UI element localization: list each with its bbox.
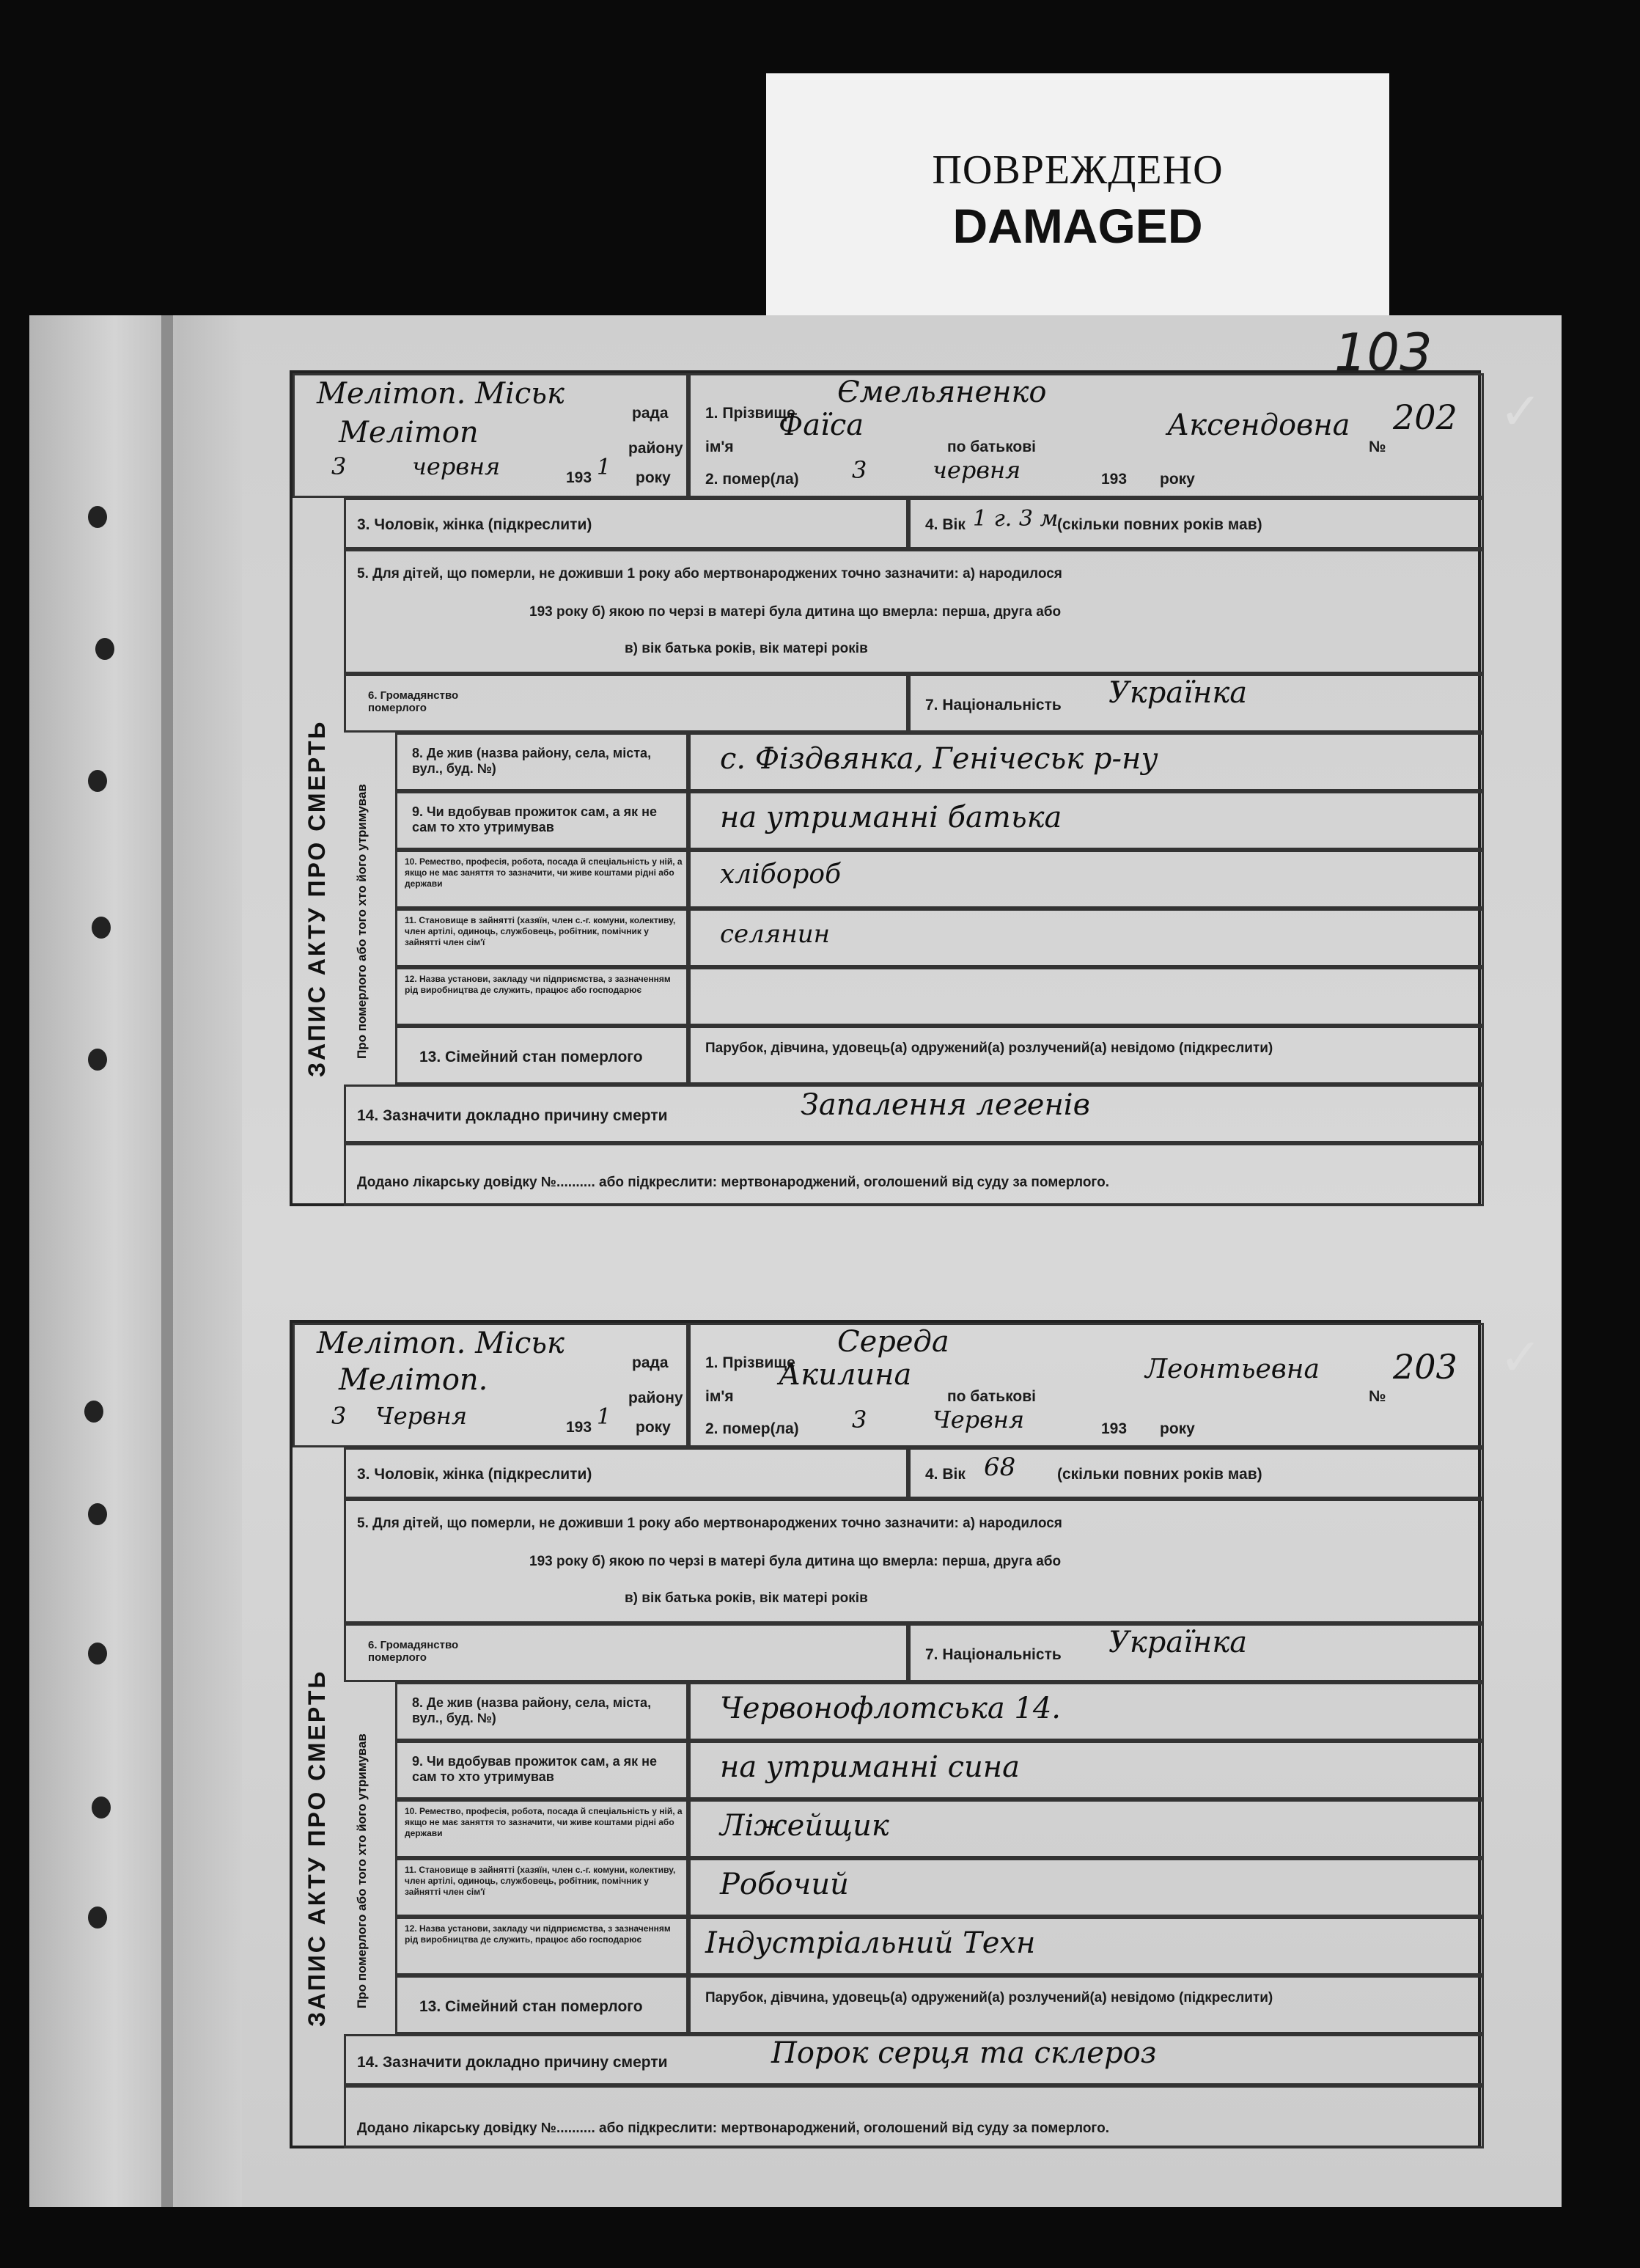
status-value-cell (688, 909, 1484, 967)
sex-label: 3. Чоловік, жінка (підкреслити) (357, 516, 592, 533)
children-line-3: в) вік батька років, вік матері років (625, 1590, 868, 1606)
children-cell (344, 549, 1484, 674)
nationality-label: 7. Національність (925, 1646, 1062, 1663)
children-cell (344, 1499, 1484, 1623)
footer-text: Додано лікарську довідку №.......... або підкреслити: мертвонароджений, оголошений від суду за померлого. (357, 2121, 1109, 2136)
age-cell (908, 498, 1484, 549)
institution-value: Індустріальний Техн (705, 1926, 1036, 1960)
sex-label: 3. Чоловік, жінка (підкреслити) (357, 1466, 592, 1483)
residence-value: с. Фіздвянка, Генічеськ р-ну (720, 742, 1158, 776)
children-line-3: в) вік батька років, вік матері років (625, 641, 868, 656)
binding-fold (161, 315, 173, 2207)
surname-value: Ємельяненко (837, 375, 1047, 409)
damaged-label-en: DAMAGED (952, 199, 1203, 253)
age-cell (908, 1447, 1484, 1499)
raionu-label: району (628, 1390, 683, 1406)
livelihood-label: 9. Чи вдобував прожиток сам, а як не сам то хто утримував (412, 1754, 658, 1784)
cause-cell (344, 2034, 1484, 2085)
page-number: 103 (1334, 323, 1433, 383)
registration-cell (293, 1323, 688, 1447)
status-label: 11. Становище в зайнятті (хазяїн, член с.-г. комуни, колективу, член артілі, одиноць, службовець, робітник, помічник у зайнятті член сім'ї (405, 1865, 676, 1897)
number-label: № (1369, 438, 1386, 455)
death-day: 3 (852, 1406, 867, 1434)
reg-year: 1 (597, 1404, 611, 1430)
age-note: (скільки повних років мав) (1057, 516, 1262, 533)
institution-value-cell (688, 967, 1484, 1026)
institution-label-cell (395, 967, 688, 1026)
death-day: 3 (852, 456, 867, 484)
year-label: 193 (566, 469, 592, 486)
family-label-cell (395, 1975, 688, 2034)
damaged-label-card (766, 73, 1389, 315)
residence-value-cell (688, 1682, 1484, 1741)
punch-hole (88, 1906, 107, 1928)
residence-label: 8. Де жив (назва району, села, міста, вул., буд. №) (412, 746, 652, 776)
reg-day: 3 (331, 452, 347, 480)
surname-value: Середа (837, 1325, 949, 1359)
livelihood-value-cell (688, 791, 1484, 850)
punch-hole (88, 1643, 107, 1665)
rada-label: рада (632, 1354, 669, 1371)
nationality-cell (908, 674, 1484, 733)
occupation-label-cell (395, 850, 688, 909)
death-record-1 (290, 370, 1481, 1206)
children-line-2: 193 року б) якою по черзі в матері була дитина що вмерла: перша, друга або (529, 604, 1062, 620)
nationality-value: Українка (1108, 676, 1248, 710)
residence-label-cell (395, 733, 688, 791)
age-label: 4. Вік (925, 1466, 966, 1483)
punch-hole (84, 1401, 103, 1423)
status-label-cell (395, 1858, 688, 1917)
family-options: Парубок, дівчина, удовець(а) одружений(а) розлучений(а) невідомо (підкреслити) (705, 1041, 1273, 1056)
side-subtitle: Про померлого або того хто його утримував (355, 1733, 369, 2008)
district-value: Мелітоп. (339, 1363, 488, 1397)
family-label: 13. Сімейний стан померлого (419, 1049, 643, 1065)
patronymic-value: Аксендовна (1167, 408, 1350, 442)
footer-cell (344, 2085, 1484, 2148)
rada-label: рада (632, 405, 669, 422)
livelihood-label-cell (395, 1741, 688, 1799)
patronymic-label: по батькові (947, 1388, 1036, 1405)
raionu-label: району (628, 440, 683, 457)
damaged-label-ru: ПОВРЕЖДЕНО (932, 147, 1224, 193)
record-number: 203 (1393, 1347, 1457, 1387)
residence-label: 8. Де жив (назва району, села, міста, вул., буд. №) (412, 1695, 652, 1725)
number-label: № (1369, 1388, 1386, 1405)
reg-year: 1 (597, 455, 611, 480)
district-value: Мелітоп (339, 416, 479, 449)
occupation-value-cell (688, 1799, 1484, 1858)
livelihood-value: на утриманні сина (720, 1750, 1020, 1784)
died-label: 2. помер(ла) (705, 1420, 799, 1437)
occupation-label: 10. Ремество, професія, робота, посада й спеціальність у ній, а якщо не має заняття то зазначити, чи живе коштами рідні або держави (405, 856, 683, 889)
punch-hole (88, 506, 107, 528)
citizenship-cell (344, 674, 908, 733)
reg-month: Червня (375, 1402, 468, 1430)
status-value-cell (688, 1858, 1484, 1917)
first-name-value: Фаїса (779, 408, 864, 442)
citizenship-label: 6. Громадянство померлого (368, 1639, 459, 1664)
reg-month: червня (412, 452, 501, 480)
roku-label: року (636, 1419, 671, 1436)
died-label: 2. помер(ла) (705, 471, 799, 488)
occupation-label-cell (395, 1799, 688, 1858)
death-month: червня (933, 456, 1021, 484)
cause-label: 14. Зазначити докладно причину смерти (357, 2054, 668, 2071)
residence-value: Червонофлотська 14. (720, 1692, 1062, 1725)
first-name-value: Акилина (779, 1358, 912, 1392)
family-options-cell (688, 1026, 1484, 1085)
patronymic-value: Леонтьевна (1145, 1354, 1320, 1384)
status-label-cell (395, 909, 688, 967)
name-label: ім'я (705, 438, 734, 455)
roku-label: року (636, 469, 671, 486)
cause-label: 14. Зазначити докладно причину смерти (357, 1107, 668, 1124)
family-label-cell (395, 1026, 688, 1085)
livelihood-value-cell (688, 1741, 1484, 1799)
punch-hole (88, 1503, 107, 1525)
family-options-cell (688, 1975, 1484, 2034)
council-value: Мелітоп. Міськ (317, 1326, 565, 1360)
side-title: ЗАПИС АКТУ ПРО СМЕРТЬ (304, 1669, 330, 2027)
sex-cell (344, 1447, 908, 1499)
citizenship-cell (344, 1623, 908, 1682)
roku-label: року (1160, 471, 1195, 488)
family-label: 13. Сімейний стан померлого (419, 1998, 643, 2015)
reg-day: 3 (331, 1402, 347, 1430)
cause-cell (344, 1085, 1484, 1143)
children-line-1: 5. Для дітей, що померли, не доживши 1 року або мертвонароджених точно зазначити: а) народилося (357, 1516, 1062, 1531)
punch-hole (88, 770, 107, 792)
side-subtitle: Про померлого або того хто його утримував (355, 784, 369, 1059)
institution-value-cell (688, 1917, 1484, 1975)
name-label: ім'я (705, 1388, 734, 1405)
roku-label: року (1160, 1420, 1195, 1437)
residence-label-cell (395, 1682, 688, 1741)
punch-hole (95, 638, 114, 660)
footer-cell (344, 1143, 1484, 1206)
status-value: Робочий (720, 1868, 849, 1901)
name-cell (688, 373, 1484, 498)
year-label: 193 (566, 1419, 592, 1436)
name-cell (688, 1323, 1484, 1447)
livelihood-value: на утриманні батька (720, 801, 1062, 834)
checkmark-icon: ✓ (1499, 381, 1542, 441)
institution-label: 12. Назва установи, закладу чи підприємства, з зазначенням рід виробництва де служить, працює або господарює (405, 974, 671, 995)
occupation-label: 10. Ремество, професія, робота, посада й спеціальність у ній, а якщо не має заняття то зазначити, чи живе коштами рідні або держави (405, 1806, 683, 1838)
age-value: 68 (984, 1453, 1016, 1482)
year-label: 193 (1101, 471, 1128, 488)
footer-text: Додано лікарську довідку №.......... або підкреслити: мертвонароджений, оголошений від суду за померлого. (357, 1175, 1109, 1190)
punch-hole (92, 917, 111, 939)
side-title: ЗАПИС АКТУ ПРО СМЕРТЬ (304, 719, 330, 1077)
record-number: 202 (1393, 397, 1457, 437)
institution-label-cell (395, 1917, 688, 1975)
punch-hole (92, 1797, 111, 1819)
nationality-cell (908, 1623, 1484, 1682)
status-value: селянин (720, 920, 831, 949)
occupation-value: хлібороб (720, 859, 842, 889)
cause-value: Запалення легенів (801, 1088, 1090, 1122)
occupation-value-cell (688, 850, 1484, 909)
livelihood-label: 9. Чи вдобував прожиток сам, а як не сам то хто утримував (412, 804, 658, 834)
age-note: (скільки повних років мав) (1057, 1466, 1262, 1483)
registration-cell (293, 373, 688, 498)
children-line-2: 193 року б) якою по черзі в матері була дитина що вмерла: перша, друга або (529, 1554, 1062, 1569)
death-record-2 (290, 1320, 1481, 2148)
cause-value: Порок серця та склероз (771, 2036, 1157, 2070)
year-label: 193 (1101, 1420, 1128, 1437)
residence-value-cell (688, 733, 1484, 791)
nationality-value: Українка (1108, 1626, 1248, 1659)
livelihood-label-cell (395, 791, 688, 850)
family-options: Парубок, дівчина, удовець(а) одружений(а) розлучений(а) невідомо (підкреслити) (705, 1990, 1273, 2005)
surname-label: 1. Прізвище (705, 405, 795, 422)
punch-hole (88, 1049, 107, 1071)
checkmark-icon: ✓ (1499, 1327, 1542, 1387)
nationality-label: 7. Національність (925, 697, 1062, 713)
institution-label: 12. Назва установи, закладу чи підприємства, з зазначенням рід виробництва де служить, працює або господарює (405, 1923, 671, 1945)
binding-strip (29, 315, 242, 2207)
sex-cell (344, 498, 908, 549)
occupation-value: Ліжейщик (720, 1809, 889, 1843)
status-label: 11. Становище в зайнятті (хазяїн, член с.-г. комуни, колективу, член артілі, одиноць, службовець, робітник, помічник у зайнятті член сім'ї (405, 915, 676, 947)
age-label: 4. Вік (925, 516, 966, 533)
citizenship-label: 6. Громадянство померлого (368, 689, 459, 714)
surname-label: 1. Прізвище (705, 1354, 795, 1371)
children-line-1: 5. Для дітей, що померли, не доживши 1 року або мертвонароджених точно зазначити: а) народилося (357, 566, 1062, 581)
death-month: Червня (933, 1406, 1025, 1434)
patronymic-label: по батькові (947, 438, 1036, 455)
council-value: Мелітоп. Міськ (317, 377, 565, 411)
age-value: 1 г. 3 м (973, 506, 1059, 532)
